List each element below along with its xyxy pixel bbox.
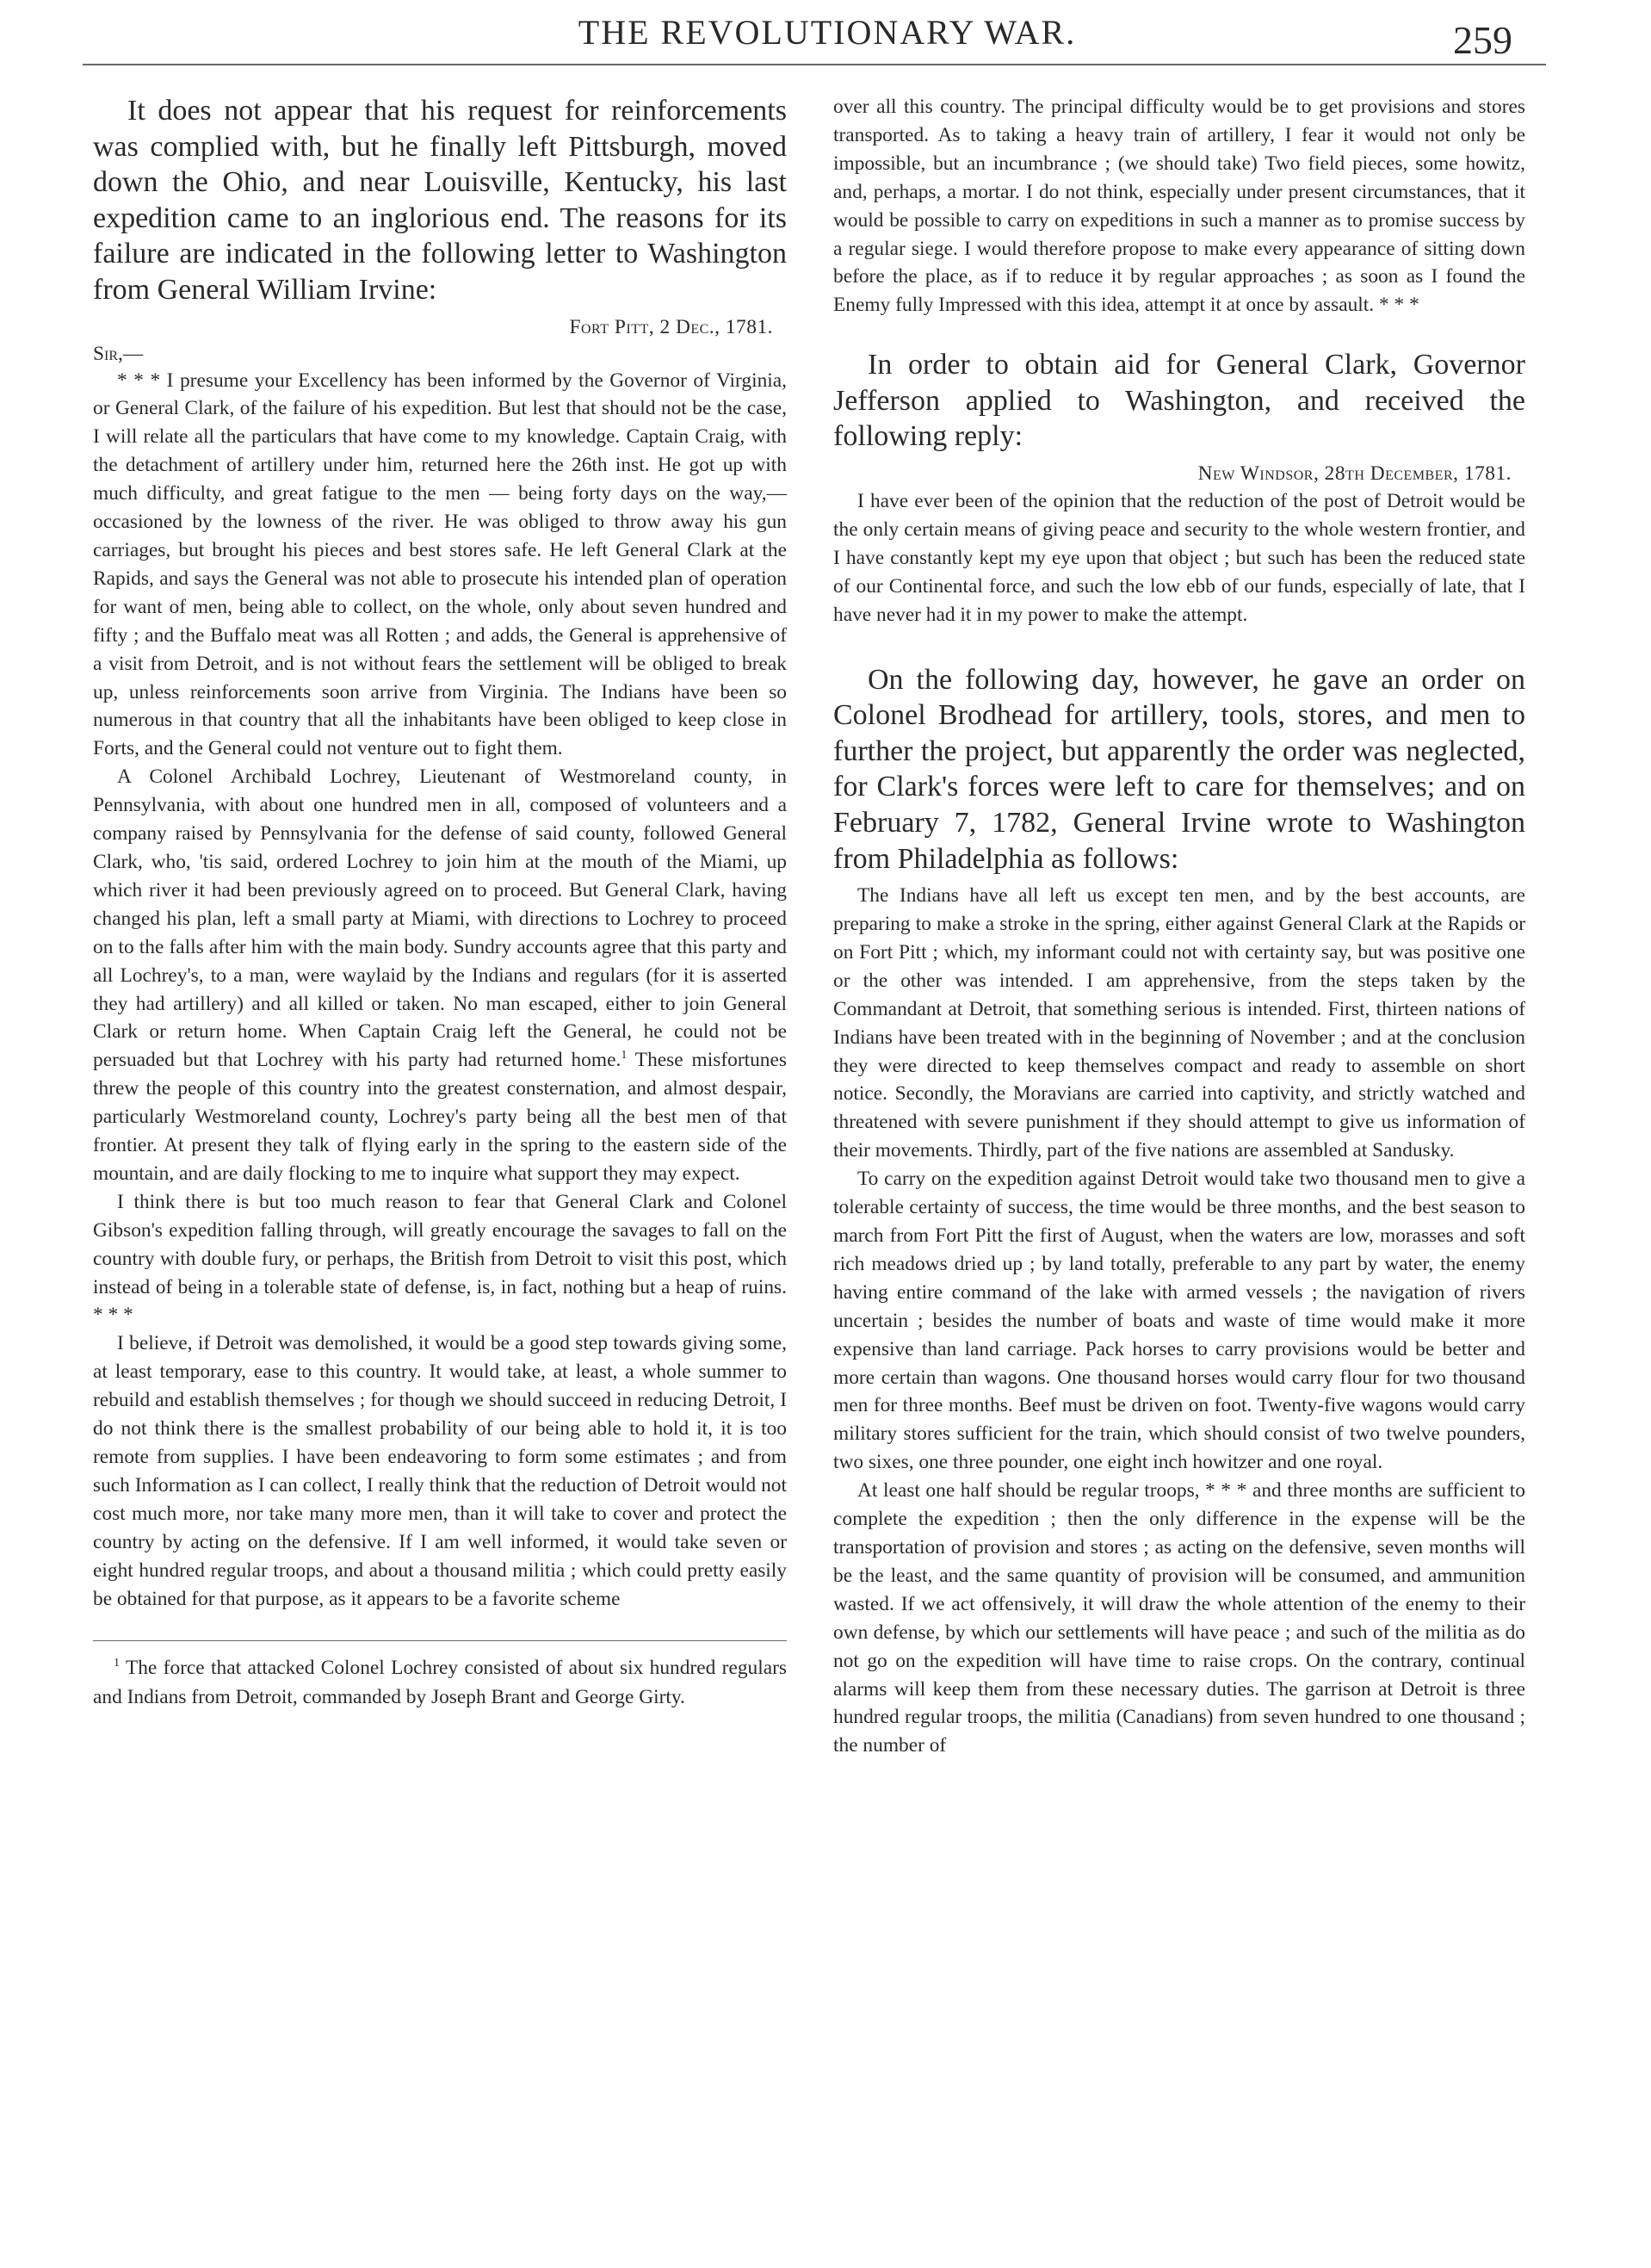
letter-paragraph: I have ever been of the opinion that the reduction of the post of Detroit would be the only certain means of giving peace and security to the whole western frontier, and I have constantly kept my eye upon that object ; but such has been the reduced state of our Continental force, and such the low ebb of our funds, especially of late, that I have never had it in my power to make the attempt. — [833, 490, 1525, 626]
narrative-paragraph: In order to obtain aid for General Clark, Governor Jefferson applied to Washington, and received the following reply: — [833, 349, 1525, 453]
letter-paragraph: over all this country. The principal difficulty would be to get provisions and stores transported. As to taking a heavy train of artillery, I fear it would not only be impossible, but an incumbrance ; (we should take) Two field pieces, some howitz, and, perhaps, a mortar. I do not think, especially under present circumstances, that it would be possible to carry on expeditions in such a manner as to promise success by a regular siege. I would therefore propose to make every appearance of sitting down before the place, as if to reduce it by regular approaches ; as soon as I found the Enemy fully Impressed with this idea, attempt it at once by assault. * * * — [833, 96, 1525, 317]
left-column — [93, 93, 787, 1712]
letter-paragraph: * * * I presume your Excellency has been informed by the Governor of Virginia, or General Clark, of the failure of his expedition. But lest that should not be the case, I will relate all the particulars that have come to my knowledge. Captain Craig, with the detachment of artillery under him, returned here the 26th inst. He got up with much difficulty, and great fatigue to the men — being forty days on the way,— occasioned by the lowness of the river. He was obliged to throw away his gun carriages, but brought his pieces and best stores safe. He left General Clark at the Rapids, and says the General was not able to prosecute his intended plan of operation for want of men, being able to collect, on the whole, only about seven hundred and fifty ; and the Buffalo meat was all Rotten ; and adds, the General is apprehensive of a visit from Detroit, and is not without fears the settlement will be obliged to break up, unless reinforcements soon arrive from Virginia. The Indians have been so numerous in that country that all the inhabitants have been obliged to keep close in Forts, and the General could not venture out to fight them. — [93, 369, 787, 760]
letter-paragraph — [93, 763, 787, 1188]
page-header — [0, 0, 1651, 69]
letter-paragraph: To carry on the expedition against Detroit would take two thousand men to give a tolerable certainty of success, the time would be three months, and the best season to march from Fort Pitt the first of August, when the waters are low, morasses and soft rich meadows dried up ; by land totally, preferable to any part by water, the enemy having entire command of the lake with armed vessels ; the navigation of rivers uncertain ; besides the number of boats and waste of time would make it more expensive than land carriage. Pack horses to carry provisions would be better and more certain than wagons. One thousand horses would carry flour for two thousand men for three months. Beef must be driven on foot. Twenty-five wagons would carry military stores sufficient for the train, which should consist of two twelve pounders, two sixes, one three pounder, one eight inch howitzer and one royal. — [833, 1168, 1525, 1474]
paragraph-text: These misfortunes threw the people of this country into the greatest consternation, and almost despair, particularly Westmoreland county, Lochrey's party being all the best men of that frontier. At present they talk of flying early in the spring to the eastern side of the mountain, and are daily flocking to me to inquire what support they may expect. — [93, 1049, 787, 1185]
narrative-paragraph: On the following day, however, he gave an order on Colonel Brodhead for artillery, tools, stores, and men to further the project, but apparently the order was neglected, for Clark's forces were left to care for themselves; and on February 7, 1782, General Irvine wrote to Washington from Philadelphia as follows: — [833, 663, 1525, 875]
right-column — [833, 93, 1525, 1760]
footnote-marker: 1 — [114, 1657, 120, 1670]
letter-paragraph: I think there is but too much reason to fear that General Clark and Colonel Gibson's expedition falling through, will greatly encourage the savages to fall on the country with double fury, or perhaps, the British from Detroit to visit this post, which instead of being in a tolerable state of defense, is, in fact, nothing but a heap of ruins. * * * — [93, 1190, 787, 1327]
letter-dateline: Fort Pitt, 2 Dec., 1781. — [569, 315, 773, 338]
paragraph-text: A Colonel Archibald Lochrey, Lieutenant of Westmoreland county, in Pennsylvania, with about one hundred men in all, composed of volunteers and a company raised by Pennsylvania for the defense of said county, followed General Clark, who, 'tis said, ordered Lochrey to join him at the mouth of the Miami, up which river it had been previously agreed on to proceed. But General Clark, having changed his plan, left a small party at Miami, with directions to Lochrey to proceed on to the falls after him with the main body. Sundry accounts agree that this party and all Lochrey's, to a man, were waylaid by the Indians and regulars (for it is asserted they had artillery) and all killed or taken. No man escaped, either to join General Clark or return home. When Captain Craig left the General, he could not be persuaded but that Lochrey with his party had returned home. — [93, 765, 787, 1072]
footnote-reference: 1 — [621, 1049, 628, 1063]
letter-salutation: Sir,— — [93, 342, 144, 365]
letter-paragraph: The Indians have all left us except ten men, and by the best accounts, are preparing to make a stroke in the spring, either against General Clark at the Rapids or on Fort Pitt ; which, my informant could not with certainty say, but was positive one or the other was intended. I am apprehensive, from the steps taken by the Commandant at Detroit, that something serious is intended. First, thirteen nations of Indians have been treated with in the beginning of November ; and at the conclusion they were directed to keep themselves compact and ready to assemble on short notice. Secondly, the Moravians are carried into captivity, and strictly watched and threatened with severe punishment if they should attempt to give us information of their movements. Thirdly, part of the five nations are assembled at Sandusky. — [833, 884, 1525, 1162]
letter-paragraph: I believe, if Detroit was demolished, it would be a good step towards giving some, at least temporary, ease to this country. It would take, at least, a whole summer to rebuild and establish themselves ; for though we should succeed in reducing Detroit, I do not think there is the smallest probability of our being able to hold it, it is too remote from supplies. I have been endeavoring to form some estimates ; and from such Information as I can collect, I really think that the reduction of Detroit would not cost much more, nor take many more men, than it will take to cover and protect the country by acting on the defensive. If I am well informed, it would take seven or eight hundred regular troops, and about a thousand militia ; which could pretty easily be obtained for that purpose, as it appears to be a favorite scheme — [93, 1332, 787, 1610]
page-number: 259 — [1453, 18, 1512, 62]
spacer — [833, 319, 1525, 347]
footnote-text: The force that attacked Colonel Lochrey consisted of about six hundred regulars and Indians from Detroit, commanded by Joseph Brant and George Girty. — [93, 1657, 787, 1709]
footnote-rule — [93, 1640, 787, 1641]
letter-dateline: New Windsor, 28th December, 1781. — [1197, 462, 1512, 486]
intro-paragraph: It does not appear that his request for reinforcements was complied with, but he finally left Pittsburgh, moved down the Ohio, and near Louisville, Kentucky, his last expedition came to an inglorious end. The reasons for its failure are indicated in the following letter to Washington from General William Irvine: — [93, 95, 787, 306]
header-rule — [83, 64, 1546, 65]
footnote — [93, 1653, 787, 1712]
letter-paragraph: At least one half should be regular troops, * * * and three months are sufficient to complete the expedition ; then the only difference in the expense will be the transportation of provision and stores ; as acting on the defensive, seven months will be the least, and the same quantity of provision will be consumed, and ammunition wasted. If we act offensively, it will draw the whole attention of the enemy to their own defense, by which our settlements will have peace ; and such of the militia as do not go on the expedition will have time to raise crops. On the contrary, continual alarms will keep them from these necessary duties. The garrison at Detroit is three hundred regular troops, the militia (Canadians) from seven hundred to one thousand ; the number of — [833, 1479, 1525, 1757]
spacer — [833, 629, 1525, 662]
running-head: THE REVOLUTIONARY WAR. — [578, 13, 1077, 52]
